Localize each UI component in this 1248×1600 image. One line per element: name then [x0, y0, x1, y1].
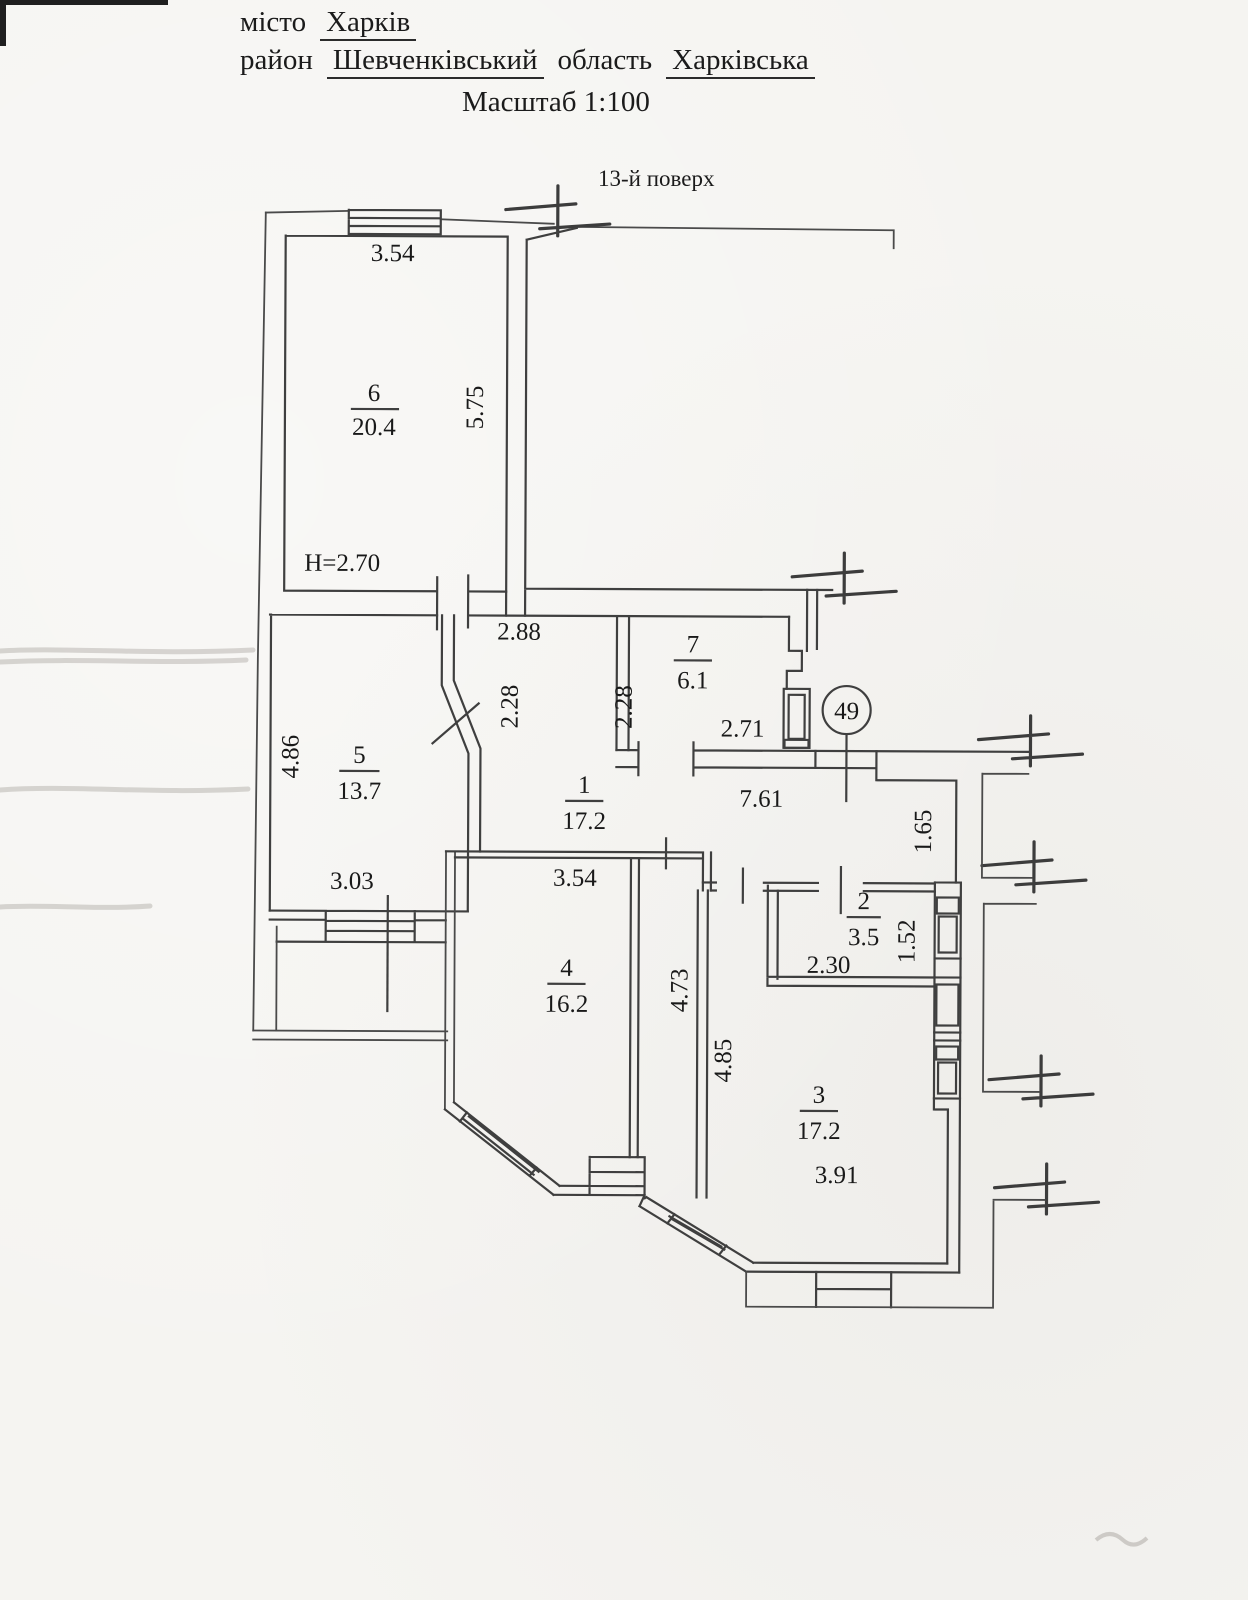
room7-area: 6.1 — [677, 667, 709, 695]
room7-label — [675, 631, 711, 694]
district-label: район — [240, 44, 313, 76]
room4-walls — [630, 858, 639, 1157]
window-room6-top — [349, 210, 441, 234]
break-mark-entry-wall — [978, 716, 1082, 766]
room4-area: 16.2 — [544, 990, 589, 1018]
hall-right-wall — [703, 866, 935, 916]
dim-room2-right: 1.52 — [893, 919, 921, 964]
district-value: Шевченківський — [327, 44, 544, 79]
break-mark-top — [506, 186, 610, 236]
break-mark-right-2 — [989, 1056, 1093, 1106]
dim-room5-window: 3.03 — [329, 867, 374, 896]
scan-streak-2 — [0, 660, 246, 662]
room5-bottom-window — [270, 911, 468, 943]
scan-edge-artifact-left — [0, 0, 6, 46]
scan-streak-1 — [0, 650, 253, 652]
room5-label — [337, 742, 381, 805]
outer-envelope-bottom-right — [746, 1199, 1044, 1308]
room1-area: 17.2 — [562, 807, 607, 836]
room2-area: 3.5 — [847, 924, 880, 952]
entrance-door-frame — [783, 689, 809, 748]
room6-area: 20.4 — [351, 413, 396, 442]
room3-area: 17.2 — [796, 1117, 841, 1146]
break-mark-right-1 — [982, 842, 1086, 892]
dim-room3-left: 4.85 — [710, 1038, 738, 1083]
window-room4-bottom — [554, 1157, 645, 1198]
scan-smudge-bottom-right — [1096, 1534, 1147, 1545]
room1-number: 1 — [578, 771, 591, 799]
dim-room5-left: 4.86 — [277, 734, 305, 779]
window-room3-bay-diagonal — [639, 1195, 753, 1271]
break-mark-right-3 — [994, 1164, 1098, 1214]
dim-room7-left: 2.28 — [610, 685, 638, 730]
room7-number: 7 — [686, 631, 700, 659]
room5-area: 13.7 — [337, 777, 382, 806]
outer-boundary — [253, 211, 894, 1043]
city-value: Харків — [320, 6, 416, 41]
wall-break-marks — [501, 186, 1102, 1215]
room1-label — [562, 772, 606, 835]
dim-corridor: 7.61 — [739, 785, 784, 813]
corridor-void-walls — [506, 228, 834, 617]
dim-room7-bottom: 2.71 — [720, 715, 765, 743]
dim-room3-bottom: 3.91 — [814, 1161, 859, 1190]
region-label: область — [557, 44, 653, 76]
apartment-number-badge — [822, 686, 871, 801]
building-core-fragments — [981, 774, 1040, 1092]
apartment-number-text: 49 — [834, 698, 860, 726]
window-room4-bay-diagonal — [445, 1102, 560, 1195]
city-label: місто — [240, 6, 307, 38]
vent-shaft-column — [933, 882, 961, 1272]
scan-edge-artifact-top — [0, 0, 168, 5]
dim-room6-right: 5.75 — [461, 385, 490, 430]
floor-text: 13-й поверх — [598, 166, 715, 191]
scale-text: Масштаб 1:100 — [462, 86, 650, 118]
room7-walls — [616, 589, 1029, 883]
dim-hall-left: 2.28 — [496, 684, 524, 729]
room3-number: 3 — [812, 1081, 826, 1109]
ceiling-height: H=2.70 — [304, 549, 381, 578]
room5-number: 5 — [353, 741, 366, 769]
room6-label — [304, 380, 398, 577]
scan-streak-3 — [0, 788, 248, 790]
room4-number: 4 — [560, 954, 573, 982]
room4-label — [544, 955, 588, 1018]
dim-tick-window — [387, 896, 388, 1011]
window-room3-bottom — [816, 1272, 891, 1307]
dim-hall-top: 2.88 — [497, 618, 541, 646]
dim-room4-right: 4.73 — [666, 968, 694, 1013]
room3-label — [797, 1082, 841, 1145]
dim-room6-top: 3.54 — [370, 239, 415, 268]
plan-geometry — [252, 185, 1103, 1309]
room2-number: 2 — [857, 888, 871, 916]
region-value: Харківська — [666, 44, 815, 79]
room2-label — [848, 888, 880, 951]
scan-streak-4 — [0, 906, 150, 907]
dim-entry-side: 1.65 — [910, 809, 938, 854]
dim-room4-top: 3.54 — [552, 864, 597, 892]
dim-room2-bottom: 2.30 — [806, 951, 851, 980]
room6-number: 6 — [367, 379, 381, 408]
